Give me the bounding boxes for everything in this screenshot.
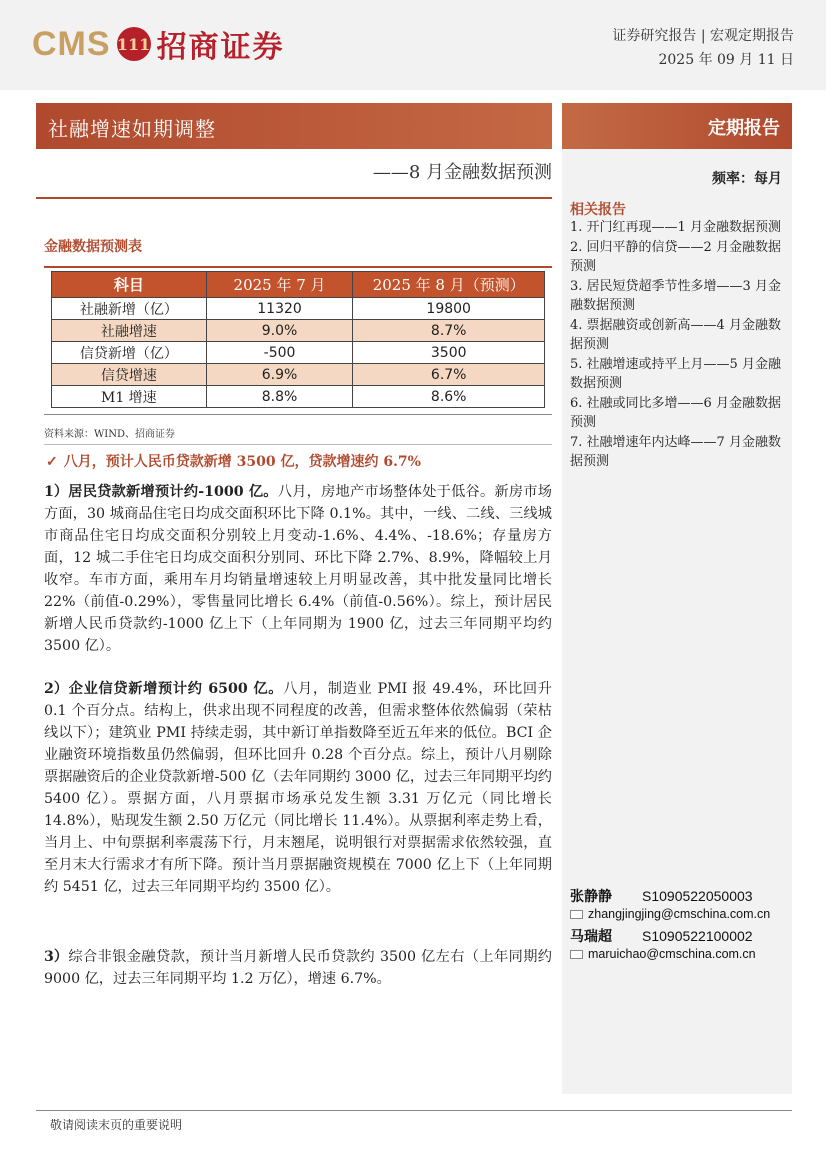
table-top-rule: [44, 266, 552, 268]
title-divider: [36, 197, 552, 199]
title-banner: [36, 103, 552, 149]
table-cell: 8.7%: [353, 320, 545, 342]
company-logo: [32, 22, 285, 66]
table-cell: M1 增速: [52, 386, 207, 408]
page-header: [0, 0, 826, 90]
header-meta: [612, 24, 794, 72]
table-bottom-rule: [44, 414, 552, 415]
report-title: 社融增速如期调整: [48, 117, 216, 141]
related-report-item[interactable]: 2. 回归平静的信贷——2 月金融数据预测: [570, 239, 781, 274]
report-category-banner: [562, 103, 792, 149]
table-cell: 11320: [206, 298, 353, 320]
table-cell: 3500: [353, 342, 545, 364]
logo-text: CMS: [32, 24, 111, 63]
analyst-cert: S1090522050003: [642, 888, 753, 904]
table-row: [52, 298, 545, 320]
checkmark-icon: ✓: [46, 454, 58, 470]
table-cell: 信贷新增（亿）: [52, 342, 207, 364]
key-takeaway-text: 八月，预计人民币贷款新增 3500 亿，贷款增速约 6.7%: [63, 454, 421, 470]
email-address[interactable]: zhangjingjing@cmschina.com.cn: [588, 907, 771, 921]
analyst-1: [570, 886, 753, 906]
paragraph-body: 八月，房地产市场整体处于低谷。新房市场方面，30 城商品住宅日均成交面积环比下降 0.1%。其中，一线、二线、三线城市商品住宅日均成交面积分别较上月变动-1.6%、4.4%、-18.6%；存量房方面，12 城二手住宅日均成交面积分别同、环比下降 2.7%、8.9%，降幅较上月收窄。车市方面，乘用车月均销量增速较上月明显改善，其中批发量同比增长 22%（前值-0.29%），零售量同比增长 6.4%（前值-0.56%）。综上，预计居民新增人民币贷款约-1000 亿上下（上年同期为 1900 亿，过去三年同期平均约 3500 亿）。: [44, 484, 552, 654]
table-cell: 信贷增速: [52, 364, 207, 386]
table-row: [52, 386, 545, 408]
related-reports-list: [570, 218, 788, 472]
paragraph-lead: 企业信贷新增预计约 6500 亿。: [68, 681, 284, 697]
paragraph-body: 八月，制造业 PMI 报 49.4%，环比回升 0.1 个百分点。结构上，供求出现不同程度的改善，但需求整体依然偏弱（荣枯线以下）；建筑业 PMI 持续走弱，其中新订单指数降至近五年来的低位。BCI 企业融资环境指数虽仍然偏弱，但环比回升 0.28 个百分点。综上，预计八月剔除票据融资后的企业贷款新增-500 亿（去年同期约 3000 亿，过去三年同期平均约 5400 亿）。票据方面，八月票据市场承兑发生额 3.31 万亿元（同比增长 14.8%），贴现发生额 2.50 万亿元（同比增长 11.4%）。从票据利率走势上看，当月上、中旬票据利率震荡下行，月末翘尾，说明银行对票据需求依然较强，直至月末大行需求才有所下降。预计当月票据融资规模在 7000 亿上下（上年同期约 5451 亿，过去三年同期平均约 3500 亿）。: [44, 681, 552, 895]
report-type: 证券研究报告 | 宏观定期报告: [612, 28, 794, 44]
related-report-item[interactable]: 7. 社融增速年内达峰——7 月金融数据预测: [570, 434, 781, 469]
paragraph-number: 2）: [44, 681, 69, 697]
table-header-row: [52, 272, 545, 298]
related-report-item[interactable]: 3. 居民短贷超季节性多增——3 月金融数据预测: [570, 278, 781, 313]
table-cell: 社融新增（亿）: [52, 298, 207, 320]
table-row: [52, 364, 545, 386]
section-divider: [44, 444, 552, 445]
footer-disclaimer: 敬请阅读末页的重要说明: [50, 1118, 183, 1132]
table-cell: 6.7%: [353, 364, 545, 386]
key-takeaway: [46, 451, 421, 471]
table-cell: 社融增速: [52, 320, 207, 342]
report-frequency: 频率：每月: [712, 171, 782, 187]
analyst-name: 马瑞超: [570, 929, 612, 945]
analyst-cert: S1090522100002: [642, 928, 753, 944]
related-reports-title: 相关报告: [570, 202, 626, 218]
analyst-name: 张静静: [570, 889, 612, 905]
logo-emblem-icon: 111: [117, 27, 151, 61]
related-report-item[interactable]: 5. 社融增速或持平上月——5 月金融数据预测: [570, 356, 781, 391]
table-header-cell: 2025 年 8 月（预测）: [353, 272, 545, 298]
paragraph-total-loans: [44, 946, 552, 990]
table-row: [52, 342, 545, 364]
report-category: 定期报告: [708, 118, 780, 139]
report-subtitle: ——8 月金融数据预测: [372, 162, 552, 183]
table-cell: 8.6%: [353, 386, 545, 408]
paragraph-body: 综合非银金融贷款，预计当月新增人民币贷款约 3500 亿左右（上年同期约 9000 亿，过去三年同期平均 1.2 万亿），增速 6.7%。: [44, 949, 552, 987]
related-report-item[interactable]: 6. 社融或同比多增——6 月金融数据预测: [570, 395, 781, 430]
table-cell: 6.9%: [206, 364, 353, 386]
report-date: 2025 年 09 月 11 日: [658, 52, 794, 68]
paragraph-lead: 居民贷款新增预计约-1000 亿。: [68, 484, 278, 500]
table-cell: 9.0%: [206, 320, 353, 342]
table-header-cell: 2025 年 7 月: [206, 272, 353, 298]
logo-chinese-name: 招商证券: [156, 30, 285, 65]
analyst-2-email[interactable]: [570, 947, 756, 961]
table-cell: 19800: [353, 298, 545, 320]
paragraph-number: 3）: [44, 949, 69, 965]
related-report-item[interactable]: 4. 票据融资或创新高——4 月金融数据预测: [570, 317, 781, 352]
analyst-2: [570, 926, 753, 946]
table-title: 金融数据预测表: [44, 239, 142, 255]
analyst-1-email[interactable]: [570, 907, 770, 921]
table-cell: 8.8%: [206, 386, 353, 408]
paragraph-household-loans: [44, 481, 552, 657]
email-address[interactable]: maruichao@cmschina.com.cn: [588, 947, 756, 961]
paragraph-corporate-loans: [44, 678, 552, 898]
paragraph-number: 1）: [44, 484, 69, 500]
table-row: [52, 320, 545, 342]
mail-icon: [570, 950, 583, 959]
forecast-table: [51, 271, 545, 408]
table-header-cell: 科目: [52, 272, 207, 298]
related-report-item[interactable]: 1. 开门红再现——1 月金融数据预测: [570, 220, 781, 235]
mail-icon: [570, 910, 583, 919]
table-cell: -500: [206, 342, 353, 364]
footer-divider: [36, 1110, 792, 1111]
table-source: 资料来源：WIND、招商证券: [44, 429, 175, 440]
